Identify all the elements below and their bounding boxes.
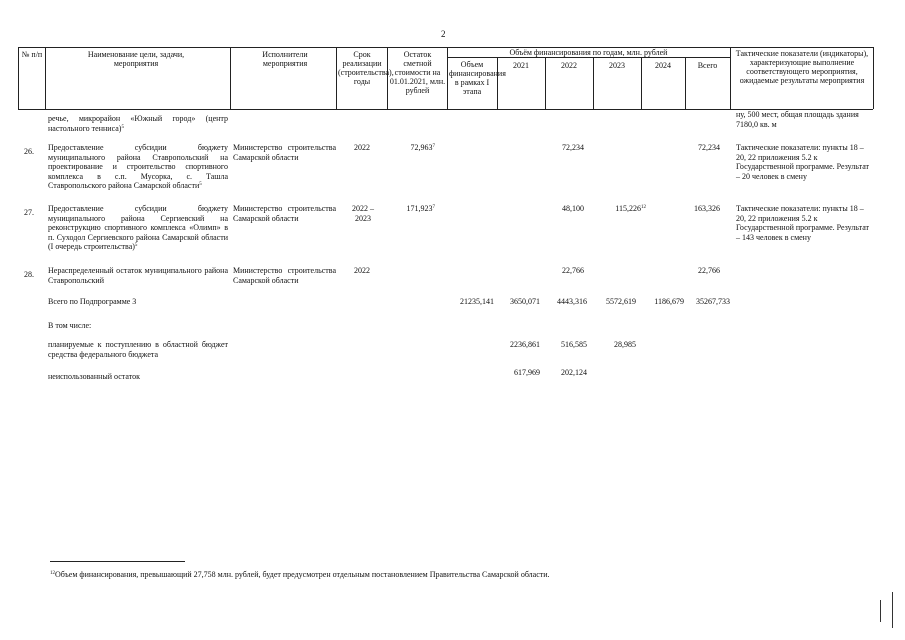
- unused-2022: 202,124: [561, 368, 587, 377]
- row-num: 27.: [24, 208, 34, 217]
- header-total: Всего: [697, 61, 718, 70]
- row-total: 72,234: [698, 143, 720, 152]
- row-term: 2022: [354, 266, 370, 275]
- row-term: 2022 – 2023: [352, 204, 374, 223]
- header-financing-group: Объём финансирования по годам, млн. рублей: [509, 48, 668, 57]
- total-2022: 4443,316: [557, 297, 587, 306]
- row-2022: 72,234: [562, 143, 584, 152]
- row-indicators: Тактические показатели: пункты 18 – 20, 22 приложения 5.2 к Государственной программе. Результат – 20 человек в смену: [736, 143, 870, 181]
- unused-2021: 617,969: [514, 368, 540, 377]
- page-number: 2: [441, 29, 446, 39]
- unused-label: неиспользованный остаток: [48, 372, 140, 381]
- row-term: 2022: [354, 143, 370, 152]
- total-2021: 3650,071: [510, 297, 540, 306]
- total-stage1: 21235,141: [460, 297, 494, 306]
- scan-mark: [880, 600, 881, 622]
- header-remainder: Остаток сметной стоимости на 01.01.2021, млн. рублей: [389, 50, 446, 95]
- row-2022: 48,100: [562, 204, 584, 213]
- footnote: $^{12}$Объем финансирования, превышающий 27,758 млн. рублей, будет предусмотрен отдельным постановлением Правительства Самарской области.: [50, 570, 550, 579]
- row-total: 163,326: [694, 204, 720, 213]
- row-indicators: Тактические показатели: пункты 18 – 20, 22 приложения 5.2 к Государственной программе. Результат – 143 человек в смену: [736, 204, 870, 242]
- planned-2021: 2236,861: [510, 340, 540, 349]
- row-num: 26.: [24, 147, 34, 156]
- table-header: [18, 47, 873, 109]
- row-executor: Министерство строительства Самарской области: [233, 143, 336, 162]
- planned-2022: 516,585: [561, 340, 587, 349]
- row-executor: Министерство строительства Самарской области: [233, 266, 336, 285]
- total-label: Всего по Подпрограмме 3: [48, 297, 137, 306]
- including-label: В том числе:: [48, 321, 92, 330]
- row-remainder: 171,923$^7$: [406, 204, 435, 213]
- scan-mark: [892, 592, 893, 628]
- row-executor: Министерство строительства Самарской области: [233, 204, 336, 223]
- total-2024: 1186,679: [654, 297, 684, 306]
- planned-2023: 28,985: [614, 340, 636, 349]
- row-2022: 22,766: [562, 266, 584, 275]
- header-name: Наименование цели, задачи, мероприятия: [87, 50, 185, 68]
- row-2023: 115,226$^{12}$: [615, 204, 646, 213]
- row-total: 22,766: [698, 266, 720, 275]
- header-term: Срок реализации (строительства), годы: [338, 50, 394, 86]
- header-2024: 2024: [655, 61, 671, 70]
- row-name: Предоставление субсидии бюджету муниципального района Ставропольский на проектирование и строительство спортивного комплекса в с.п. Мусорка, с. Ташла Ставропольского района Самарской области$^5$: [48, 143, 228, 191]
- continuation-name: речье, микрорайон «Южный город» (центр настольного тенниса)$^5$: [48, 114, 228, 133]
- footnote-rule: [50, 561, 185, 562]
- header-indicators: Тактические показатели (индикаторы), характеризующие выполнение соответствующего мероприятия, ожидаемые результаты мероприятия: [735, 49, 869, 85]
- row-name: Предоставление субсидии бюджету муниципального района Сергиевский на реконструкцию спортивного комплекса «Олимп» в п. Суходол Сергиевского района Самарской области (I очередь строительства)$^5$: [48, 204, 228, 252]
- header-num: № п/п: [21, 50, 43, 59]
- total-total: 35267,733: [696, 297, 730, 306]
- row-name: Нераспределенный остаток муниципального района Ставропольский: [48, 266, 228, 285]
- header-executors: Исполнители мероприятия: [262, 50, 308, 68]
- header-2021: 2021: [513, 61, 529, 70]
- header-2023: 2023: [609, 61, 625, 70]
- header-stage1: Объем финансирования в рамках I этапа: [449, 60, 506, 96]
- row-num: 28.: [24, 270, 34, 279]
- total-2023: 5572,619: [606, 297, 636, 306]
- continuation-indicators: ну, 500 мест, общая площадь здания 7180,0 кв. м: [736, 110, 859, 129]
- planned-label: планируемые к поступлению в областной бюджет средства федерального бюджета: [48, 340, 228, 359]
- header-2022: 2022: [561, 61, 577, 70]
- row-remainder: 72,963$^7$: [410, 143, 435, 152]
